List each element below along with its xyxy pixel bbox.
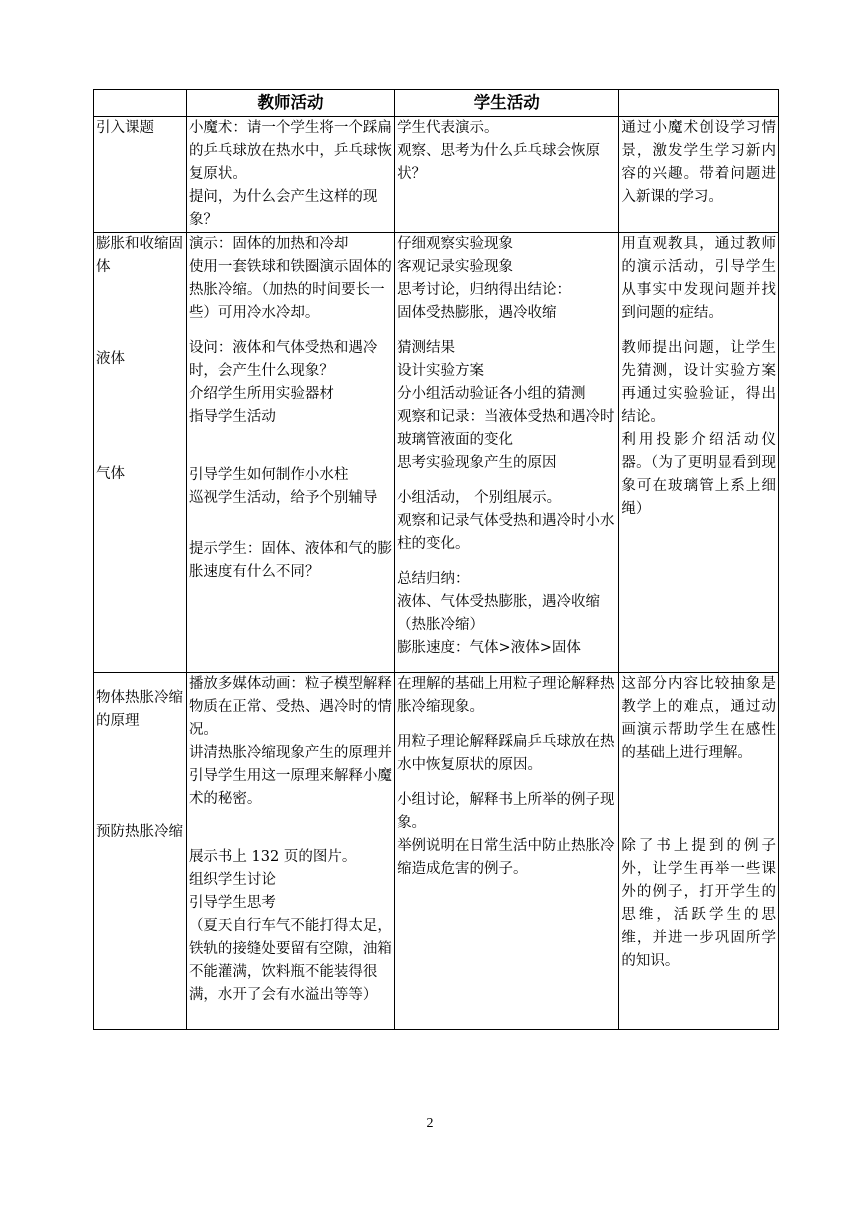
student-text: 液体、气体受热膨胀，遇冷收缩 （热胀冷缩）: [397, 594, 601, 633]
student-text: 学生代表演示。: [397, 120, 499, 136]
student-text: 观察和记录气体受热和遇冷时小水柱的变化。: [397, 513, 615, 552]
student-text: 思考讨论，归纳得出结论：: [397, 282, 572, 298]
student-text: 猜测结果: [397, 340, 456, 356]
teacher-text: 提问，为什么会产生这样的现象？: [188, 189, 378, 228]
student-text: 客观记录实验现象: [397, 259, 514, 275]
teacher-text: 使用一套铁球和铁圈演示固体的热胀冷缩。（加热的时间要长一些）可用冷水冷却。: [188, 259, 392, 321]
teacher-text: 指导学生活动: [188, 409, 276, 425]
header-topic: [94, 90, 187, 117]
student-text: 固体受热膨胀，遇冷收缩: [397, 305, 557, 321]
topic-label: 气体: [96, 466, 125, 482]
student-text: 思考实验现象产生的原因: [397, 455, 557, 471]
header-student-activity: 学生活动: [395, 90, 619, 117]
header-teacher-activity: 教师活动: [186, 90, 394, 117]
student-cell: [395, 233, 619, 673]
teacher-cell: [186, 233, 394, 673]
purpose-text: 用直观教具，通过教师的演示活动，引导学生从事实中发现问题并找到问题的症结。: [621, 236, 776, 321]
purpose-cell: [619, 673, 779, 1030]
student-text: 在理解的基础上用粒子理论解释热胀冷缩现象。: [397, 676, 615, 715]
topic-label: 膨胀和收缩固体: [96, 236, 183, 275]
table-row: [94, 117, 779, 233]
student-text: 观察、思考为什么乒乓球会恢原状？: [397, 143, 601, 182]
purpose-text: 通过小魔术创设学习情景，激发学生学习新内容的兴趣。带着问题进入新课的学习。: [621, 120, 776, 205]
topic-label: 物体热胀冷缩的原理: [96, 690, 183, 729]
student-cell: [395, 673, 619, 1030]
purpose-text: 这部分内容比较抽象是教学上的难点，通过动画演示帮助学生在感性的基础上进行理解。: [621, 676, 776, 761]
student-text: 设计实验方案: [397, 363, 485, 379]
topic-cell: [94, 233, 187, 673]
table-row: [94, 233, 779, 673]
table-row: [94, 673, 779, 1030]
student-text: 膨胀速度：气体>液体>固体: [397, 640, 581, 656]
teacher-text: 展示书上 132 页的图片。: [188, 849, 357, 865]
purpose-text: 教师提出问题，让学生先猜测，设计实验方案再通过实验验证，得出结论。: [621, 340, 776, 425]
purpose-cell: [619, 117, 779, 233]
student-text: 小组讨论，解释书上所举的例子现象。: [397, 792, 615, 831]
teacher-text: 设问：液体和气体受热和遇冷时，会产生什么现象？: [188, 340, 378, 379]
topic-cell: [94, 673, 187, 1030]
student-text: 仔细观察实验现象: [397, 236, 514, 252]
topic-label: 引入课题: [96, 120, 154, 136]
student-text: 分小组活动验证各小组的猜测: [397, 386, 586, 402]
teacher-text: 引导学生思考: [188, 895, 276, 911]
teacher-text: 小魔术：请一个学生将一个踩扁的乒乓球放在热水中，乒乓球恢复原状。: [188, 120, 392, 182]
purpose-text: 除了书上提到的例子外，让学生再举一些课外的例子，打开学生的思维，活跃学生的思维，并进一步巩固所学的知识。: [621, 838, 776, 969]
lesson-plan-table: [93, 89, 779, 1030]
page-number: 2: [426, 1116, 434, 1131]
teacher-text: 演示：固体的加热和冷却: [188, 236, 349, 252]
student-cell: [395, 117, 619, 233]
header-purpose: [619, 90, 779, 117]
header-row: [94, 90, 779, 117]
purpose-cell: [619, 233, 779, 673]
teacher-text: （夏天自行车气不能打得太足，铁轨的接缝处要留有空隙，油箱不能灌满，饮料瓶不能装得很满，水开了会有水溢出等等）: [188, 918, 392, 1003]
teacher-cell: [186, 673, 394, 1030]
teacher-text: 提示学生：固体、液体和气的膨胀速度有什么不同？: [188, 541, 392, 580]
teacher-text: 巡视学生活动，给予个别辅导: [188, 490, 378, 506]
teacher-text: 播放多媒体动画：粒子模型解释物质在正常、受热、遇冷时的情况。: [188, 676, 392, 738]
purpose-text: 利用投影介绍活动仪器。（为了更明显看到现象可在玻璃管上系上细绳）: [621, 432, 776, 517]
teacher-text: 组织学生讨论: [188, 872, 276, 888]
student-text: 小组活动， 个别组展示。: [397, 490, 562, 506]
student-text: 总结归纳：: [397, 571, 470, 587]
topic-label: 预防热胀冷缩: [96, 824, 183, 840]
student-text: 用粒子理论解释踩扁乒乓球放在热水中恢复原状的原因。: [397, 734, 615, 773]
teacher-text: 介绍学生所用实验器材: [188, 386, 334, 402]
student-text: 观察和记录：当液体受热和遇冷时玻璃管液面的变化: [397, 409, 615, 448]
student-text: 举例说明在日常生活中防止热胀冷缩造成危害的例子。: [397, 838, 615, 877]
teacher-cell: [186, 117, 394, 233]
teacher-text: 讲清热胀冷缩现象产生的原理并引导学生用这一原理来解释小魔术的秘密。: [188, 745, 392, 807]
topic-cell: [94, 117, 187, 233]
teacher-text: 引导学生如何制作小水柱: [188, 467, 349, 483]
topic-label: 液体: [96, 351, 125, 367]
